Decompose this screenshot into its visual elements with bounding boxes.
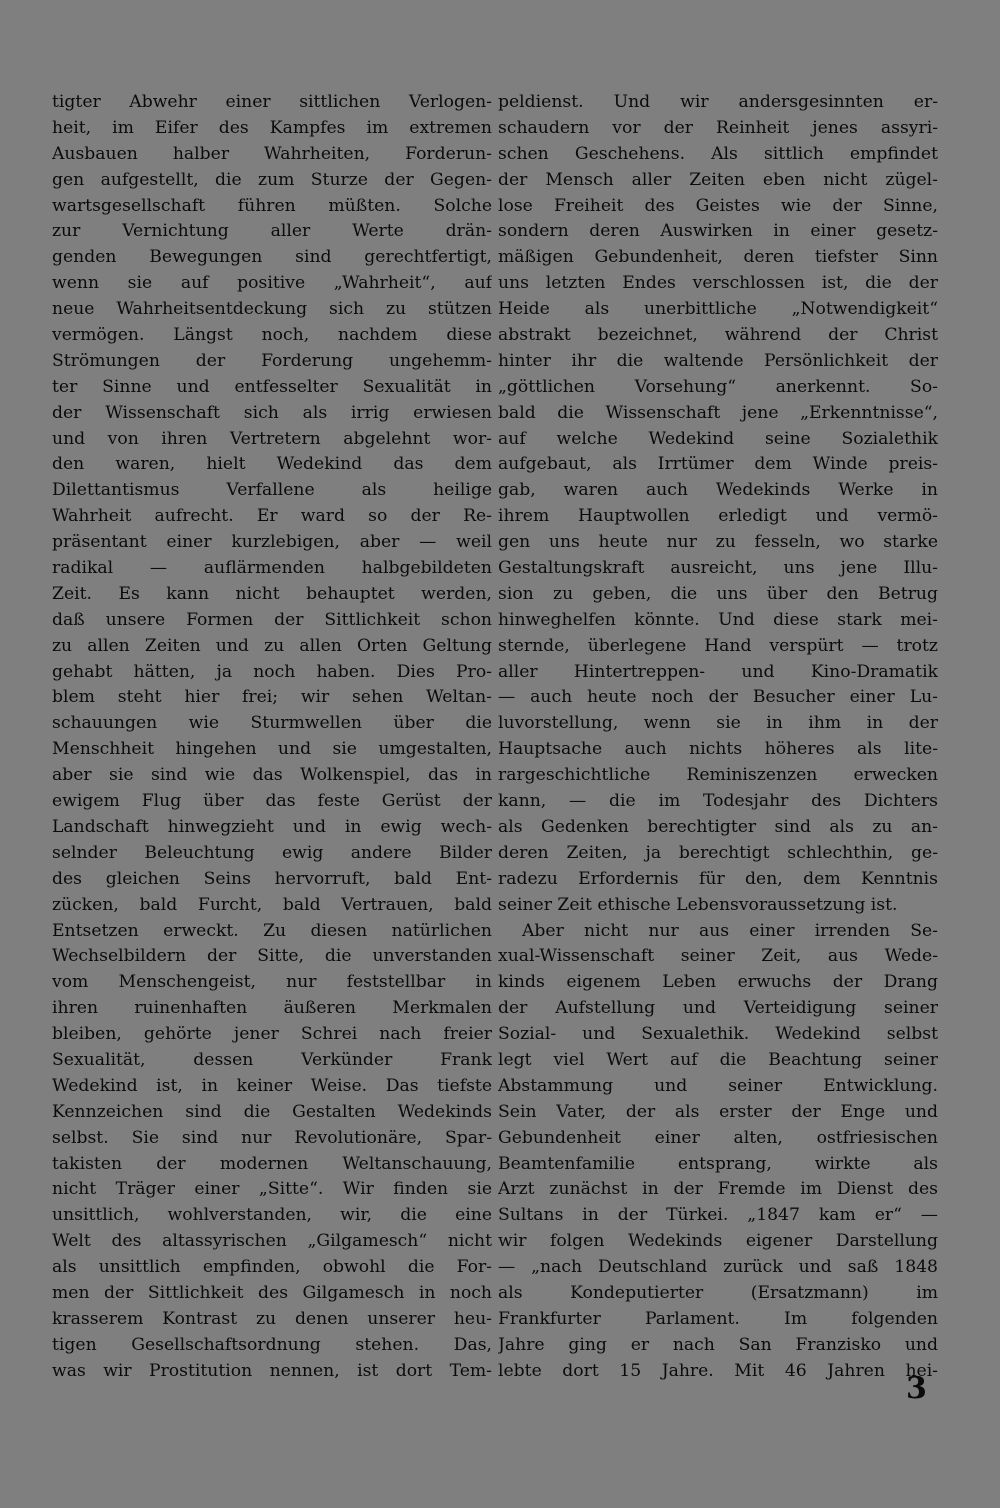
text-line: kann, — die im Todesjahr des Dichters xyxy=(498,791,938,812)
text-line: bleiben, gehörte jener Schrei nach freier xyxy=(52,1024,492,1045)
right-text-column xyxy=(498,90,938,1385)
text-line: bald die Wissenschaft jene „Erkenntnisse“, xyxy=(498,402,938,423)
text-line: „göttlichen Vorsehung“ anerkennt. So- xyxy=(498,376,938,397)
text-line: peldienst. Und wir andersgesinnten er- xyxy=(498,92,938,112)
text-line: Abstammung und seiner Entwicklung. xyxy=(498,1075,938,1096)
text-line: schen Geschehens. Als sittlich empfindet xyxy=(498,143,938,164)
text-line: wartsgesellschaft führen müßten. Solche xyxy=(52,195,492,216)
text-line: — „nach Deutschland zurück und saß 1848 xyxy=(498,1257,938,1278)
text-line: präsentant einer kurzlebigen, aber — weil xyxy=(52,532,492,553)
text-line: hinweghelfen könnte. Und diese stark mei- xyxy=(498,609,938,630)
text-line: genden Bewegungen sind gerechtfertigt, xyxy=(52,247,492,268)
text-line: selnder Beleuchtung ewig andere Bilder xyxy=(52,842,492,863)
text-line: Frankfurter Parlament. Im folgenden xyxy=(498,1308,938,1329)
text-line: blem steht hier frei; wir sehen Weltan- xyxy=(52,687,492,708)
text-line: der Wissenschaft sich als irrig erwiesen xyxy=(52,402,492,423)
text-line: heit, im Eifer des Kampfes im extremen xyxy=(52,117,492,138)
text-line: Sein Vater, der als erster der Enge und xyxy=(498,1101,938,1122)
text-line: der Mensch aller Zeiten eben nicht zügel- xyxy=(498,169,938,190)
text-line: Jahre ging er nach San Franzisko und xyxy=(498,1334,938,1355)
text-line: mäßigen Gebundenheit, deren tiefster Sinn xyxy=(498,247,938,268)
text-line: als unsittlich empfinden, obwohl die For- xyxy=(52,1257,492,1278)
text-line: abstrakt bezeichnet, während der Christ xyxy=(498,325,938,346)
text-line: aber sie sind wie das Wolkenspiel, das in xyxy=(52,765,492,786)
text-line: radezu Erfordernis für den, dem Kenntnis xyxy=(498,868,938,889)
text-line: radikal — auflärmenden halbgebildeten xyxy=(52,558,492,579)
text-line: sternde, überlegene Hand verspürt — trotz xyxy=(498,635,938,656)
text-line: schauungen wie Sturmwellen über die xyxy=(52,713,492,734)
text-line: Beamtenfamilie entsprang, wirkte als xyxy=(498,1153,938,1174)
text-line: — auch heute noch der Besucher einer Lu- xyxy=(498,687,938,708)
text-line: vom Menschengeist, nur feststellbar in xyxy=(52,972,492,993)
text-line: Wahrheit aufrecht. Er ward so der Re- xyxy=(52,506,492,527)
text-line: Wedekind ist, in keiner Weise. Das tiefste xyxy=(52,1075,492,1096)
text-line: Gebundenheit einer alten, ostfriesischen xyxy=(498,1127,938,1148)
text-line: aufgebaut, als Irrtümer dem Winde preis- xyxy=(498,454,938,475)
text-line: ewigem Flug über das feste Gerüst der xyxy=(52,791,492,812)
text-line: gen uns heute nur zu fesseln, wo starke xyxy=(498,532,938,553)
text-line: auf welche Wedekind seine Sozialethik xyxy=(498,428,938,449)
text-line: Ausbauen halber Wahrheiten, Forderun- xyxy=(52,143,492,164)
page-number: 3 xyxy=(906,1371,927,1406)
text-line: schaudern vor der Reinheit jenes assyri- xyxy=(498,117,938,138)
text-line: gab, waren auch Wedekinds Werke in xyxy=(498,480,938,501)
text-line: zur Vernichtung aller Werte drän- xyxy=(52,221,492,242)
text-line: tigter Abwehr einer sittlichen Verlogen- xyxy=(52,92,492,112)
text-line: zücken, bald Furcht, bald Vertrauen, bald xyxy=(52,894,492,915)
text-line: wir folgen Wedekinds eigener Darstellung xyxy=(498,1231,938,1252)
text-line: Arzt zunächst in der Fremde im Dienst des xyxy=(498,1179,938,1200)
text-line: uns letzten Endes verschlossen ist, die der xyxy=(498,273,938,294)
text-line: takisten der modernen Weltanschauung, xyxy=(52,1153,492,1174)
text-line: sondern deren Auswirken in einer gesetz- xyxy=(498,221,938,242)
text-line: hinter ihr die waltende Persönlichkeit der xyxy=(498,350,938,371)
text-line: Welt des altassyrischen „Gilgamesch“ nicht xyxy=(52,1231,492,1252)
text-line: wenn sie auf positive „Wahrheit“, auf xyxy=(52,273,492,294)
text-line: kinds eigenem Leben erwuchs der Drang xyxy=(498,972,938,993)
text-line: Heide als unerbittliche „Notwendigkeit“ xyxy=(498,299,938,320)
left-text-column xyxy=(52,90,492,1385)
text-line: lebte dort 15 Jahre. Mit 46 Jahren hei- xyxy=(498,1360,938,1381)
text-line: legt viel Wert auf die Beachtung seiner xyxy=(498,1049,938,1070)
text-line: neue Wahrheitsentdeckung sich zu stützen xyxy=(52,299,492,320)
text-line: Aber nicht nur aus einer irrenden Se- xyxy=(522,920,938,941)
text-line: sion zu geben, die uns über den Betrug xyxy=(498,583,938,604)
text-line: luvorstellung, wenn sie in ihm in der xyxy=(498,713,938,734)
text-line: Sultans in der Türkei. „1847 kam er“ — xyxy=(498,1205,938,1226)
text-line: tigen Gesellschaftsordnung stehen. Das, xyxy=(52,1334,492,1355)
text-line: aller Hintertreppen- und Kino-Dramatik xyxy=(498,661,938,682)
text-line: Wechselbildern der Sitte, die unverstanden xyxy=(52,946,492,967)
text-line: Menschheit hingehen und sie umgestalten, xyxy=(52,739,492,760)
text-line: gehabt hätten, ja noch haben. Dies Pro- xyxy=(52,661,492,682)
text-line: lose Freiheit des Geistes wie der Sinne, xyxy=(498,195,938,216)
text-line: selbst. Sie sind nur Revolutionäre, Spar- xyxy=(52,1127,492,1148)
text-line: gen aufgestellt, die zum Sturze der Gegen- xyxy=(52,169,492,190)
text-line: Dilettantismus Verfallene als heilige xyxy=(52,480,492,501)
text-line: zu allen Zeiten und zu allen Orten Geltung xyxy=(52,635,492,656)
text-line: was wir Prostitution nennen, ist dort Tem- xyxy=(52,1360,492,1381)
text-line: seiner Zeit ethische Lebensvoraussetzung ist. xyxy=(498,894,898,915)
text-line: Sexualität, dessen Verkünder Frank xyxy=(52,1049,492,1070)
text-line: des gleichen Seins hervorruft, bald Ent- xyxy=(52,868,492,889)
text-line: Sozial- und Sexualethik. Wedekind selbst xyxy=(498,1024,938,1045)
text-line: Entsetzen erweckt. Zu diesen natürlichen xyxy=(52,920,492,941)
text-line: ihrem Hauptwollen erledigt und vermö- xyxy=(498,506,938,527)
text-line: Landschaft hinwegzieht und in ewig wech- xyxy=(52,816,492,837)
text-line: Strömungen der Forderung ungehemm- xyxy=(52,350,492,371)
text-line: xual-Wissenschaft seiner Zeit, aus Wede- xyxy=(498,946,938,967)
text-line: der Aufstellung und Verteidigung seiner xyxy=(498,998,938,1019)
text-line: Zeit. Es kann nicht behauptet werden, xyxy=(52,583,492,604)
text-line: vermögen. Längst noch, nachdem diese xyxy=(52,325,492,346)
text-line: unsittlich, wohlverstanden, wir, die eine xyxy=(52,1205,492,1226)
text-line: ihren ruinenhaften äußeren Merkmalen xyxy=(52,998,492,1019)
text-line: deren Zeiten, ja berechtigt schlechthin, ge- xyxy=(498,842,938,863)
text-line: als Kondeputierter (Ersatzmann) im xyxy=(498,1282,938,1303)
text-line: ter Sinne und entfesselter Sexualität in xyxy=(52,376,492,397)
text-line: und von ihren Vertretern abgelehnt wor- xyxy=(52,428,492,449)
text-line: nicht Träger einer „Sitte“. Wir finden sie xyxy=(52,1179,492,1200)
text-line: rargeschichtliche Reminiszenzen erwecken xyxy=(498,765,938,786)
text-line: Kennzeichen sind die Gestalten Wedekinds xyxy=(52,1101,492,1122)
text-line: daß unsere Formen der Sittlichkeit schon xyxy=(52,609,492,630)
text-line: als Gedenken berechtigter sind als zu an- xyxy=(498,816,938,837)
text-line: Hauptsache auch nichts höheres als lite- xyxy=(498,739,938,760)
text-line: krasserem Kontrast zu denen unserer heu- xyxy=(52,1308,492,1329)
text-line: Gestaltungskraft ausreicht, uns jene Illu- xyxy=(498,558,938,579)
text-line: den waren, hielt Wedekind das dem xyxy=(52,454,492,475)
text-line: men der Sittlichkeit des Gilgamesch in noch xyxy=(52,1282,492,1303)
